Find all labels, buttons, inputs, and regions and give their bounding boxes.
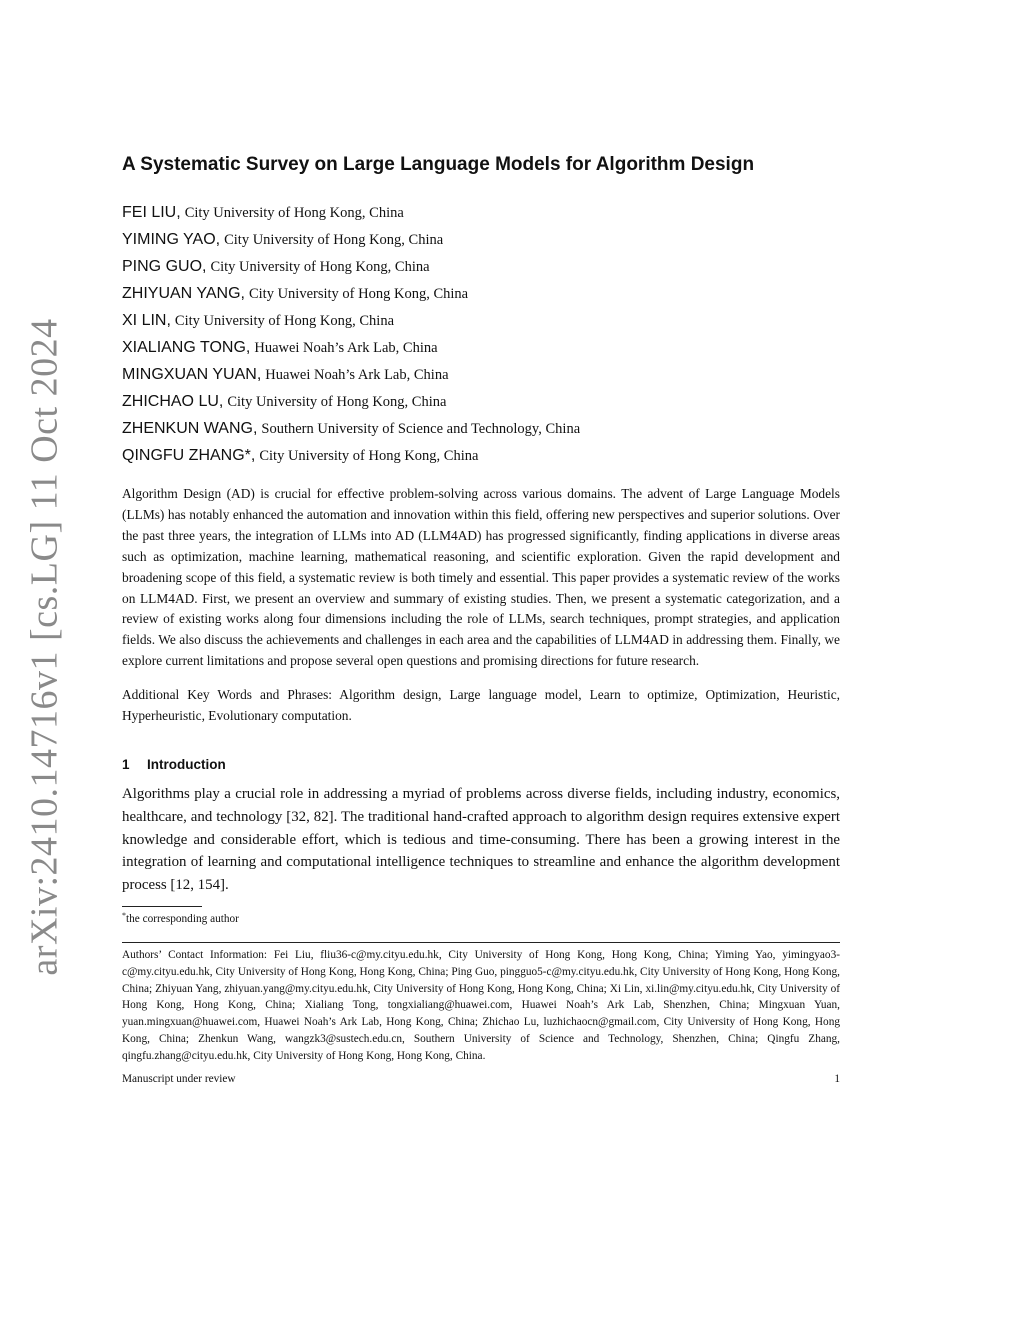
footnote — [122, 911, 840, 927]
author-entry — [122, 415, 840, 442]
author-name: XIALIANG TONG, — [122, 339, 251, 356]
arxiv-identifier — [20, 318, 70, 976]
author-affiliation: Huawei Noah’s Ark Lab, China — [265, 367, 449, 383]
author-entry — [122, 388, 840, 415]
author-affiliation: City University of Hong Kong, China — [224, 232, 444, 248]
author-name: ZHIYUAN YANG, — [122, 285, 245, 302]
contact-divider — [122, 942, 840, 943]
author-entry — [122, 199, 840, 226]
footer-manuscript-status: Manuscript under review — [122, 1072, 236, 1085]
author-name: ZHICHAO LU, — [122, 393, 224, 410]
abstract: Algorithm Design (AD) is crucial for effective problem-solving across various domains. The advent of Large Language Models (LLMs) has notably enhanced the automation and innovation within this field, offering new perspectives and superior solutions. Over the past three years, the integration of LLMs into AD (LLM4AD) has progressed significantly, finding applications in diverse areas such as optimization, machine learning, mathematical reasoning, and scientific exploration. Given the rapid development and broadening scope of this field, a systematic review is both timely and essential. This paper provides a systematic review of the works on LLM4AD. First, we present an overview and summary of existing studies. Then, we present a systematic categorization, and a review of existing works along four dimensions including the role of LLMs, search techniques, prompt strategies, and application fields. We also discuss the achievements and challenges in each area and the capabilities of LLM4AD in addressing them. Finally, we explore current limitations and propose several open questions and promising directions for future research. — [122, 486, 840, 669]
section-number: 1 — [122, 756, 130, 772]
author-name: PING GUO, — [122, 258, 207, 275]
author-entry — [122, 334, 840, 361]
footnote-divider — [122, 906, 202, 907]
author-entry — [122, 253, 840, 280]
arxiv-identifier-text: arXiv:2410.14716v1 [cs.LG] 11 Oct 2024 — [24, 318, 66, 976]
author-entry — [122, 280, 840, 307]
paper-page — [122, 150, 840, 1087]
page-number: 1 — [834, 1072, 840, 1085]
author-affiliation: City University of Hong Kong, China — [227, 394, 447, 410]
keywords: Additional Key Words and Phrases: Algorithm design, Large language model, Learn to optimize, Optimization, Heuristic, Hyperheuristic, Evolutionary computation. — [122, 687, 840, 724]
author-name: YIMING YAO, — [122, 231, 221, 248]
contact-information: Authors’ Contact Information: Fei Liu, fliu36-c@my.cityu.edu.hk, City University of Hong Kong, Hong Kong, China; Yiming Yao, yimingyao3-c@my.cityu.edu.hk, City University of Hong Kong, Hong Kong, China; Ping Guo, pingguo5-c@my.cityu.edu.hk, City University of Hong Kong, Hong Kong, China; Zhiyuan Yang, zhiyuan.yang@my.cityu.edu.hk, City University of Hong Kong, Hong Kong, China; Xi Lin, xi.lin@my.cityu.edu.hk, City University of Hong Kong, Hong Kong, China; Xialiang Tong, tongxialiang@huawei.com, Huawei Noah’s Ark Lab, Shenzhen, China; Mingxuan Yuan, yuan.mingxuan@huawei.com, Huawei Noah’s Ark Lab, Hong Kong, China; Zhichao Lu, luzhichaocn@gmail.com, City University of Hong Kong, Hong Kong, China; Zhenkun Wang, wangzk3@sustech.edu.cn, Southern University of Science and Technology, Shenzhen, China; Qingfu Zhang, qingfu.zhang@cityu.edu.hk, City University of Hong Kong, Hong Kong, China. — [122, 948, 840, 1062]
section-title: Introduction — [147, 756, 226, 772]
author-affiliation: City University of Hong Kong, China — [248, 286, 469, 302]
author-affiliation: Huawei Noah’s Ark Lab, China — [254, 340, 438, 356]
paper-title: A Systematic Survey on Large Language Models for Algorithm Design — [122, 154, 755, 175]
author-entry — [122, 226, 840, 253]
page-footer — [122, 1071, 840, 1087]
author-entry — [122, 442, 840, 469]
author-entry — [122, 307, 840, 334]
author-name: XI LIN, — [122, 312, 171, 329]
footnote-mark: * — [122, 910, 126, 920]
author-name: QINGFU ZHANG*, — [122, 447, 256, 464]
introduction-paragraph: Algorithms play a crucial role in addressing a myriad of problems across diverse fields, including industry, economics, healthcare, and technology [32, 82]. The traditional hand-crafted approach to algorithm design requires extensive expert knowledge and considerable effort, which is tedious and time-consuming. There has been a growing interest in the integration of learning and computational intelligence techniques to streamline and enhance the algorithm development process [12, 154]. — [122, 785, 840, 894]
author-entry — [122, 361, 840, 388]
author-affiliation: City University of Hong Kong, China — [174, 313, 395, 329]
author-affiliation: City University of Hong Kong, China — [184, 205, 404, 221]
author-affiliation: City University of Hong Kong, China — [259, 448, 479, 464]
author-name: MINGXUAN YUAN, — [122, 366, 262, 383]
author-list — [122, 199, 840, 469]
author-name: FEI LIU, — [122, 204, 181, 221]
section-heading — [122, 755, 840, 775]
author-affiliation: Southern University of Science and Technology, China — [261, 421, 581, 437]
author-name: ZHENKUN WANG, — [122, 420, 258, 437]
author-affiliation: City University of Hong Kong, China — [210, 259, 430, 275]
footnote-text: the corresponding author — [126, 912, 239, 925]
